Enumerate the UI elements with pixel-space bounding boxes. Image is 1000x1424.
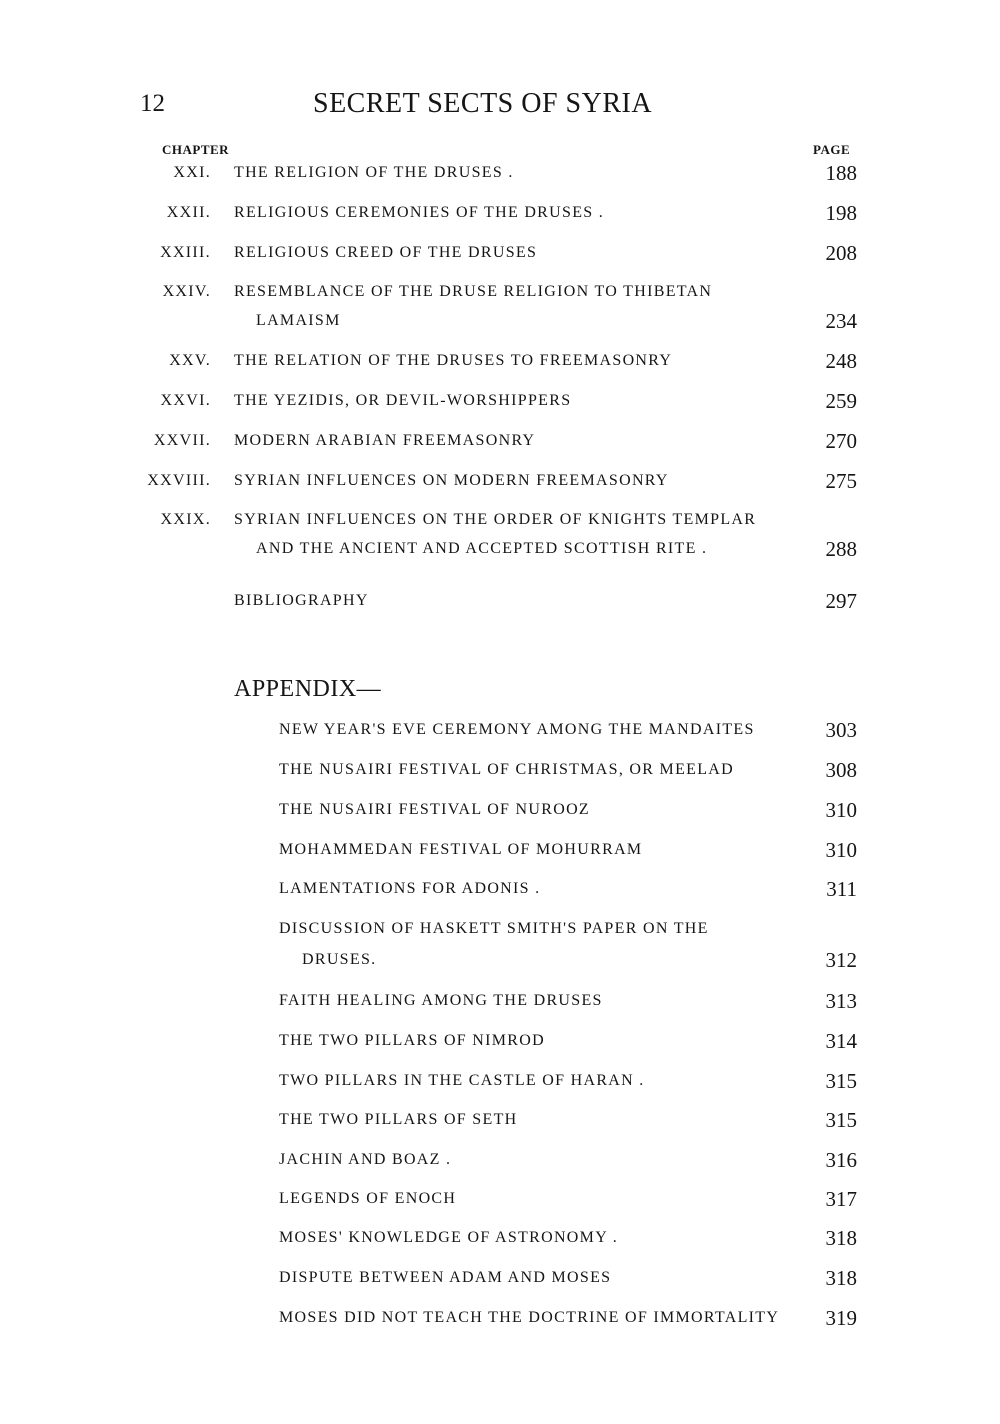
appendix-entry: DISCUSSION OF HASKETT SMITH'S PAPER ON THE bbox=[279, 920, 709, 937]
page-reference: 317 bbox=[825, 1187, 857, 1211]
chapter-title: BIBLIOGRAPHY bbox=[234, 592, 369, 609]
appendix-entry: THE TWO PILLARS OF SETH bbox=[279, 1111, 518, 1128]
page-reference: 316 bbox=[825, 1148, 857, 1172]
page-reference: 311 bbox=[826, 877, 857, 901]
chapter-number: XXI. bbox=[173, 164, 211, 181]
page-reference: 310 bbox=[825, 798, 857, 822]
page-reference: 308 bbox=[825, 758, 857, 782]
page-reference: 314 bbox=[825, 1029, 857, 1053]
appendix-entry: LEGENDS OF ENOCH bbox=[279, 1190, 457, 1207]
chapter-column-label: CHAPTER bbox=[162, 142, 230, 157]
chapter-number: XXV. bbox=[169, 352, 211, 369]
appendix-heading: APPENDIX— bbox=[234, 676, 382, 702]
page-reference: 315 bbox=[825, 1108, 857, 1132]
page-reference: 318 bbox=[825, 1226, 857, 1250]
chapter-title: LAMAISM bbox=[256, 312, 341, 329]
appendix-entry: THE NUSAIRI FESTIVAL OF NUROOZ bbox=[279, 801, 591, 818]
page-reference: 312 bbox=[825, 948, 857, 972]
chapter-number: XXIX. bbox=[160, 511, 211, 528]
chapter-title: THE YEZIDIS, OR DEVIL-WORSHIPPERS bbox=[234, 392, 572, 409]
chapter-title: THE RELIGION OF THE DRUSES . bbox=[234, 164, 514, 181]
chapter-title: THE RELATION OF THE DRUSES TO FREEMASONRY bbox=[234, 352, 673, 369]
chapter-number: XXVII. bbox=[153, 432, 211, 449]
chapter-number: XXVIII. bbox=[147, 472, 211, 489]
page-reference: 270 bbox=[825, 429, 857, 453]
page-reference: 288 bbox=[825, 537, 857, 561]
appendix-entry: DISPUTE BETWEEN ADAM AND MOSES bbox=[279, 1269, 612, 1286]
chapter-title: SYRIAN INFLUENCES ON MODERN FREEMASONRY bbox=[234, 472, 669, 489]
page-reference: 318 bbox=[825, 1266, 857, 1290]
appendix-entry: FAITH HEALING AMONG THE DRUSES bbox=[279, 992, 603, 1009]
page-reference: 198 bbox=[825, 201, 857, 225]
appendix-entry: MOSES DID NOT TEACH THE DOCTRINE OF IMMORTALITY bbox=[279, 1309, 780, 1326]
appendix-entry: MOHAMMEDAN FESTIVAL OF MOHURRAM bbox=[279, 841, 643, 858]
page-reference: 297 bbox=[825, 589, 857, 613]
page-reference: 234 bbox=[825, 309, 857, 333]
chapter-number: XXIII. bbox=[160, 244, 211, 261]
page-reference: 208 bbox=[825, 241, 857, 265]
appendix-entry: MOSES' KNOWLEDGE OF ASTRONOMY . bbox=[279, 1229, 619, 1246]
running-title: SECRET SECTS OF SYRIA bbox=[313, 88, 653, 119]
chapter-title: RELIGIOUS CEREMONIES OF THE DRUSES . bbox=[234, 204, 605, 221]
page-column-label: PAGE bbox=[813, 142, 851, 157]
page-reference: 248 bbox=[825, 349, 857, 373]
page-reference: 275 bbox=[825, 469, 857, 493]
appendix-entry: THE TWO PILLARS OF NIMROD bbox=[279, 1032, 545, 1049]
appendix-entry: JACHIN AND BOAZ . bbox=[279, 1151, 452, 1168]
page-reference: 315 bbox=[825, 1069, 857, 1093]
page-number: 12 bbox=[140, 90, 165, 117]
chapter-number: XXIV. bbox=[162, 283, 211, 300]
appendix-entry: NEW YEAR'S EVE CEREMONY AMONG THE MANDAITES bbox=[279, 721, 755, 738]
chapter-title: RESEMBLANCE OF THE DRUSE RELIGION TO THIBETAN bbox=[234, 283, 713, 300]
chapter-title: MODERN ARABIAN FREEMASONRY bbox=[234, 432, 536, 449]
page-reference: 310 bbox=[825, 838, 857, 862]
appendix-entry: DRUSES. bbox=[302, 951, 377, 968]
page-reference: 303 bbox=[825, 718, 857, 742]
appendix-entry: THE NUSAIRI FESTIVAL OF CHRISTMAS, OR MEELAD bbox=[279, 761, 735, 778]
appendix-entry: TWO PILLARS IN THE CASTLE OF HARAN . bbox=[279, 1072, 645, 1089]
chapter-number: XXVI. bbox=[160, 392, 211, 409]
chapter-title: AND THE ANCIENT AND ACCEPTED SCOTTISH RITE . bbox=[256, 540, 708, 557]
page-reference: 313 bbox=[825, 989, 857, 1013]
page-reference: 319 bbox=[825, 1306, 857, 1330]
chapter-number: XXII. bbox=[166, 204, 211, 221]
appendix-entry: LAMENTATIONS FOR ADONIS . bbox=[279, 880, 541, 897]
page-reference: 259 bbox=[825, 389, 857, 413]
page-reference: 188 bbox=[825, 161, 857, 185]
chapter-title: SYRIAN INFLUENCES ON THE ORDER OF KNIGHTS TEMPLAR bbox=[234, 511, 757, 528]
chapter-title: RELIGIOUS CREED OF THE DRUSES bbox=[234, 244, 538, 261]
